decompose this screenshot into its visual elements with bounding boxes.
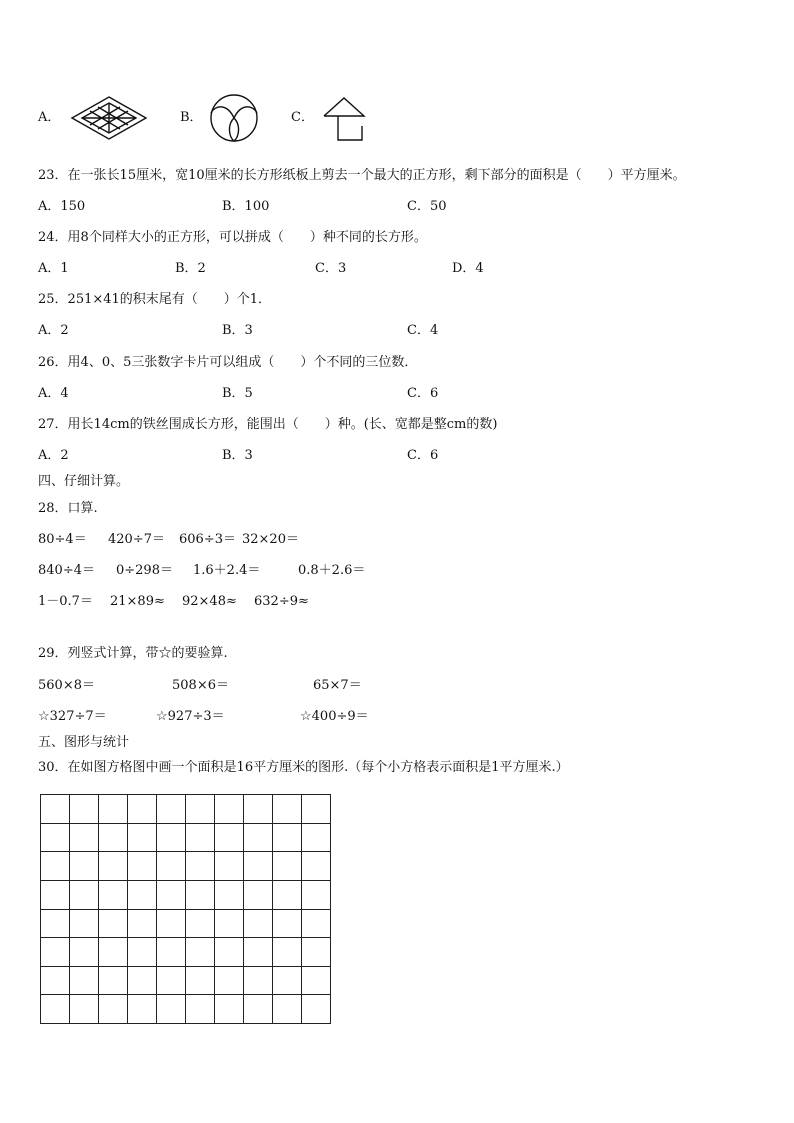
arrow-house-figure xyxy=(322,96,366,142)
q28-item: 840÷4＝ xyxy=(38,563,95,578)
q23-option-b: B．100 xyxy=(222,199,270,214)
q29-item: 508×6＝ xyxy=(172,678,229,693)
q28-item: 420÷7＝ xyxy=(108,532,165,547)
q23-option-a: A．150 xyxy=(38,199,86,214)
q29-item: 560×8＝ xyxy=(38,678,95,693)
q28-item: 0.8＋2.6＝ xyxy=(298,563,366,578)
q25-option-a: A．2 xyxy=(38,323,69,338)
q26-option-a: A．4 xyxy=(38,386,69,401)
q29-item: ☆927÷3＝ xyxy=(156,709,225,724)
section-4-heading: 四、仔细计算。 xyxy=(38,474,130,489)
q30-text: 30．在如图方格图中画一个面积是16平方厘米的图形.（每个小方格表示面积是1平方厘米.） xyxy=(38,760,569,775)
q28-item: 80÷4＝ xyxy=(38,532,87,547)
circle-petals-figure xyxy=(207,93,261,143)
q22-option-c-label: C． xyxy=(291,110,314,125)
q24-option-b: B．2 xyxy=(175,261,206,276)
q28-item: 0÷298＝ xyxy=(116,563,173,578)
q28-item: 32×20＝ xyxy=(242,532,299,547)
q25-text: 25．251×41的积末尾有（ ）个1． xyxy=(38,292,272,307)
q25-option-b: B．3 xyxy=(222,323,253,338)
q27-option-a: A．2 xyxy=(38,448,69,463)
q24-text: 24．用8个同样大小的正方形，可以拼成（ ）种不同的长方形。 xyxy=(38,230,427,245)
q25-option-c: C．4 xyxy=(407,323,439,338)
q29-item: 65×7＝ xyxy=(313,678,362,693)
q24-option-c: C．3 xyxy=(315,261,347,276)
q28-item: 21×89≈ xyxy=(110,594,165,609)
q29-text: 29．列竖式计算，带☆的要验算. xyxy=(38,646,228,661)
q22-option-b-label: B． xyxy=(180,110,203,125)
q28-item: 1.6＋2.4＝ xyxy=(193,563,261,578)
q26-option-b: B．5 xyxy=(222,386,253,401)
q28-item: 632÷9≈ xyxy=(254,594,309,609)
q23-text: 23．在一张长15厘米，宽10厘米的长方形纸板上剪去一个最大的正方形，剩下部分的面积是（ ）平方厘米。 xyxy=(38,168,686,183)
q27-option-b: B．3 xyxy=(222,448,253,463)
q22-option-a-label: A． xyxy=(38,110,61,125)
q24-option-a: A．1 xyxy=(38,261,69,276)
q28-item: 92×48≈ xyxy=(182,594,237,609)
q29-item: ☆327÷7＝ xyxy=(38,709,107,724)
q28-item: 1－0.7＝ xyxy=(38,594,93,609)
section-5-heading: 五、图形与统计 xyxy=(38,735,130,750)
q28-item: 606÷3＝ xyxy=(179,532,236,547)
q26-option-c: C．6 xyxy=(407,386,439,401)
q24-option-d: D．4 xyxy=(452,261,484,276)
q28-text: 28．口算. xyxy=(38,501,98,516)
q23-option-c: C．50 xyxy=(407,199,447,214)
knot-figure xyxy=(70,95,148,141)
q27-option-c: C．6 xyxy=(407,448,439,463)
q29-item: ☆400÷9＝ xyxy=(300,709,369,724)
q27-text: 27．用长14cm的铁丝围成长方形，能围出（ ）种。(长、宽都是整cm的数) xyxy=(38,417,498,432)
q26-text: 26．用4、0、5三张数字卡片可以组成（ ）个不同的三位数． xyxy=(38,355,418,370)
square-grid[interactable] xyxy=(40,794,330,1024)
